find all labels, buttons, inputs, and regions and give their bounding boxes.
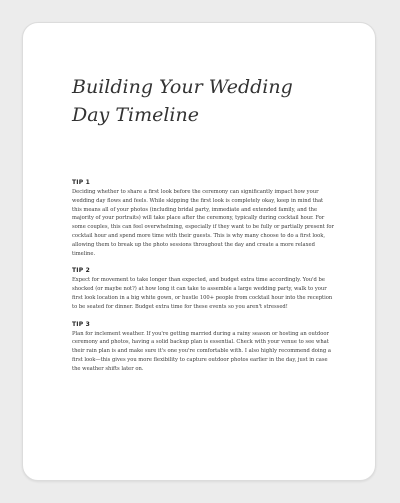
document-page [22, 22, 376, 481]
tip-3-heading: TIP 3 [72, 320, 90, 328]
tip-2 [72, 267, 334, 311]
tip-3 [72, 321, 334, 374]
document-title: Building Your Wedding Day Timeline [72, 76, 293, 126]
tip-3-body: Plan for inclement weather. If you're getting married during a rainy season or hosting an outdoor ceremony and photos, having a solid backup plan is essential. Check with your venue to see what their rain plan is and make sure it's one you're comfortable with. I also highly recommend doing a first look—this gives you more flexibility to capture outdoor photos earlier in the day, just in case the weather shifts later on. [72, 330, 331, 372]
tip-2-body: Expect for movement to take longer than expected, and budget extra time accordingly. You'd be shocked (or maybe not?) at how long it can take to assemble a large wedding party, walk to your first look location in a big white gown, or hustle 100+ people from cocktail hour into the reception to be seated for dinner. Budget extra time for these events so you aren't stressed! [72, 277, 333, 310]
tip-1-heading: TIP 1 [72, 179, 90, 186]
tip-1 [72, 179, 334, 258]
tips-list [72, 179, 334, 383]
tip-2-heading: TIP 2 [72, 267, 90, 275]
tip-1-body: Deciding whether to share a first look before the ceremony can significantly impact how your wedding day flows and feels. While skipping the first look is completely okay, keep in mind that this means all of your photos (including bridal party, immediate and extended family, and the majority of your portraits) will take place after the ceremony, typically during cocktail hour. For some couples, this can feel overwhelming, especially if they want to be fully or partially present for cocktail hour and spend more time with their guests. This is why many choose to do a first look, allowing them to break up the photo sessions throughout the day and create a more relaxed timeline. [72, 189, 334, 257]
